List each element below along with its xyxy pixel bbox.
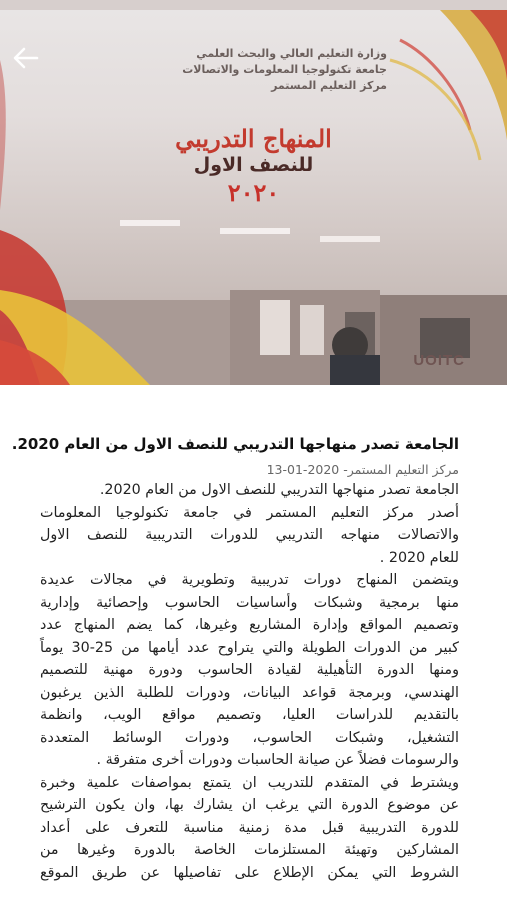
back-button[interactable] xyxy=(8,40,44,76)
article-body-line: والاتصالات منهاجه التدريبي للدورات التدريبية للنصف الاول xyxy=(40,527,459,543)
article-title: الجامعة تصدر منهاجها التدريبي للنصف الاول من العام 2020. xyxy=(11,435,459,453)
article-body-line: الشروط التي يمكن الإطلاع على تفاصيلها عن طريق الموقع xyxy=(40,864,459,881)
arrow-left-icon xyxy=(13,47,39,69)
article-body-line: عن موضوع الدورة التي يرغب ان يشارك بها، وان يكون الترشيح xyxy=(40,797,459,813)
article-body-line: منها برمجية وشبكات وأساسيات الحاسوب وإحصائية وإدارية xyxy=(40,594,459,611)
hero-image xyxy=(0,0,507,385)
article-body-line: للدورة التدريبية قبل مدة زمنية مناسبة للتعرف على أعداد xyxy=(40,819,459,836)
article-body-line: ويشترط في المتقدم للتدريب ان يتمتع بمواصفات علمية وخبرة xyxy=(40,774,459,791)
article xyxy=(0,385,507,900)
hero-header-line: مركز التعليم المستمر xyxy=(271,79,387,92)
hero-subtitle: للنصف الاول xyxy=(193,154,314,176)
hero-year: ٢٠٢٠ xyxy=(227,178,280,207)
article-body-line: أصدر مركز التعليم المستمر في جامعة تكنولوجيا المعلومات xyxy=(40,504,459,521)
article-body xyxy=(40,479,459,884)
article-body-line: والرسومات فضلاً عن صيانة الحاسبات ودورات أخرى متفرقة . xyxy=(96,752,459,768)
article-body-line: التشغيل، وشبكات الحاسوب، ودورات الوسائط المتعددة xyxy=(40,729,459,746)
hero-header-line: جامعة تكنولوجيا المعلومات والاتصالات xyxy=(182,63,387,76)
article-body-line: الهندسي، وبرمجة قواعد البيانات، ودورات للطلبة الذين يرغبون xyxy=(40,684,459,701)
article-body-line: بالتقديم للدراسات العليا، وتصميم مواقع الويب، وانظمة xyxy=(40,707,459,723)
article-meta: مركز التعليم المستمر- 2020-01-13 xyxy=(266,462,459,477)
article-body-line: ومنها الدورة التأهيلية لقيادة الحاسوب ودورة مهنية للتصميم xyxy=(40,662,459,678)
article-body-line: كبير من الدورات الطويلة والتي يتراوح عدد أيامها من 25-30 يوماً xyxy=(40,639,459,656)
hero-header-line: وزارة التعليم العالي والبحث العلمي xyxy=(196,47,387,60)
article-body-line: المشاركين وتهيئة المستلزمات الخاصة بالدورة وغيرها من xyxy=(40,842,459,858)
article-body-line: وتصميم المواقع وإدارة المشاريع وغيرها، كما يضم المنهاج عدد xyxy=(40,617,459,633)
hero-header xyxy=(127,46,387,94)
article-body-line: للعام 2020 . xyxy=(379,549,459,566)
hero-title: المنهاج التدريبي xyxy=(175,124,332,153)
article-body-line: الجامعة تصدر منهاجها التدريبي للنصف الاول من العام 2020. xyxy=(99,482,459,498)
brand-logo-text: UOITC xyxy=(413,352,465,369)
article-body-line: ويتضمن المنهاج دورات تدريبية وتطويرية في مجالات عديدة xyxy=(40,572,459,588)
